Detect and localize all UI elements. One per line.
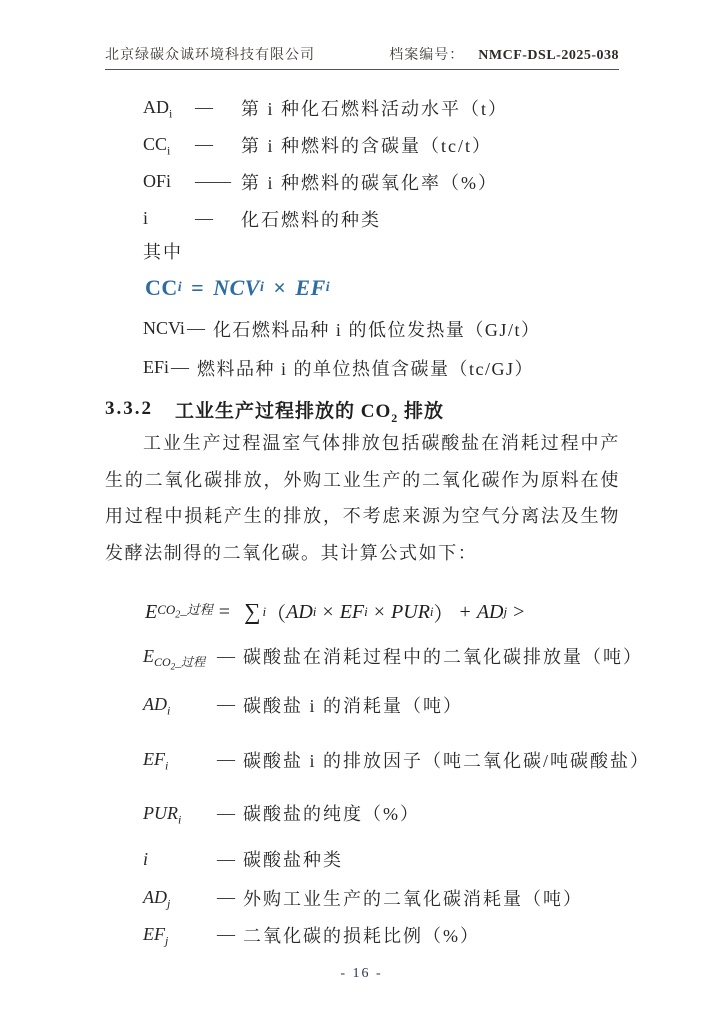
term-efi: $EF_i$ [143, 749, 169, 773]
section-heading-3-3-2 [105, 393, 620, 425]
archive-number: NMCF-DSL-2025-038 [478, 48, 619, 63]
definition-text: 外购工业生产的二氧化碳消耗量（吨） [243, 888, 583, 909]
among-which-label: 其中 [143, 242, 183, 262]
definition-text: 化石燃料的种类 [241, 209, 381, 230]
dash: — [171, 357, 190, 377]
company-name: 北京绿碳众诚环境科技有限公司 [105, 48, 315, 63]
dash: — [217, 694, 235, 715]
section-number: 3.3.2 [105, 398, 153, 419]
definition-row-cci [105, 126, 620, 163]
page-header [105, 44, 619, 70]
page-number: - 16 - [340, 966, 383, 981]
definition-text: 碳酸盐 i 的排放因子（吨二氧化碳/吨碳酸盐） [243, 750, 650, 771]
dash: — [186, 318, 205, 338]
dash: — [217, 645, 235, 666]
definition-row-e-process [105, 635, 643, 677]
dash: — [195, 97, 213, 117]
definition-text: 碳酸盐的纯度（%） [243, 804, 420, 825]
definition-text: 碳酸盐在消耗过程中的二氧化碳排放量（吨） [243, 647, 643, 668]
definition-row-ncvi [105, 309, 620, 348]
dash: — [217, 887, 235, 908]
dash: — [195, 208, 213, 228]
definition-text: 第 i 种燃料的含碳量（tc/t） [241, 135, 492, 156]
fuel-definitions-list [105, 89, 620, 237]
term-adi: $AD_i$ [143, 694, 171, 718]
term-cci: $CC_i$ [143, 134, 171, 158]
term-adj: $AD_j$ [143, 887, 171, 911]
dash: — [217, 924, 235, 945]
definition-text: 碳酸盐种类 [243, 850, 343, 871]
definition-row-ofi [105, 163, 620, 200]
archive-label: 档案编号： [389, 48, 465, 63]
term-efi: EFi [143, 357, 170, 377]
definition-text: 化石燃料品种 i 的低位发热量（GJ/t） [212, 319, 541, 340]
definition-text: 第 i 种化石燃料活动水平（t） [241, 98, 509, 119]
dash: —— [195, 171, 231, 191]
definition-row-adj [105, 879, 620, 916]
definition-row-adi-carbonate [105, 677, 620, 732]
definition-text: 第 i 种燃料的碳氧化率（%） [241, 172, 498, 193]
dash: — [195, 134, 213, 154]
dash: — [217, 802, 235, 823]
carbonate-definitions-list [105, 635, 650, 953]
term-efj: $EF_j$ [143, 924, 169, 948]
term-ofi: OFi [143, 171, 172, 191]
term-i: i [143, 208, 149, 228]
formula-cc-ncv-ef: CC i = NCV i × EF i [145, 275, 331, 300]
archive-number-group [389, 44, 619, 64]
section-title: 工业生产过程排放的 $CO_2$ 排放 [175, 400, 445, 425]
term-e-co2-process: $E_{CO_2\_过程}$ [143, 645, 206, 672]
body-paragraph: 工业生产过程温室气体排放包括碳酸盐在消耗过程中产生的二氧化碳排放，外购工业生产的二氧化碳作为原料在使用过程中损耗产生的排放，不考虑来源为空气分离法及生物发酵法制得的二氧化碳。其计算公式如下： [105, 433, 620, 563]
formula-e-co2-process: E $CO_2\_$过程 = ∑ i （ AD i × EF i × PUR i ） + AD j > [145, 599, 525, 626]
term-ncvi: NCVi [143, 318, 185, 338]
definition-row-i-carbonate [105, 839, 620, 879]
definition-text: 二氧化碳的损耗比例（%） [243, 925, 480, 946]
definition-row-adi [105, 89, 620, 126]
definition-row-efi [105, 348, 620, 387]
dash: — [217, 848, 235, 869]
definition-row-i [105, 200, 620, 237]
dash: — [217, 749, 235, 770]
term-adi: $AD_i$ [143, 97, 173, 121]
definition-row-efj [105, 916, 620, 953]
sigma-symbol: ∑ [244, 599, 261, 625]
definition-text: 碳酸盐 i 的消耗量（吨） [243, 695, 463, 716]
page-body [105, 89, 650, 953]
definition-text: 燃料品种 i 的单位热值含碳量（tc/GJ） [197, 358, 535, 379]
term-i: i [143, 848, 149, 869]
term-puri: $PUR_i$ [143, 802, 182, 827]
definition-row-efi-carbonate [105, 732, 650, 787]
definition-row-puri [105, 787, 620, 839]
